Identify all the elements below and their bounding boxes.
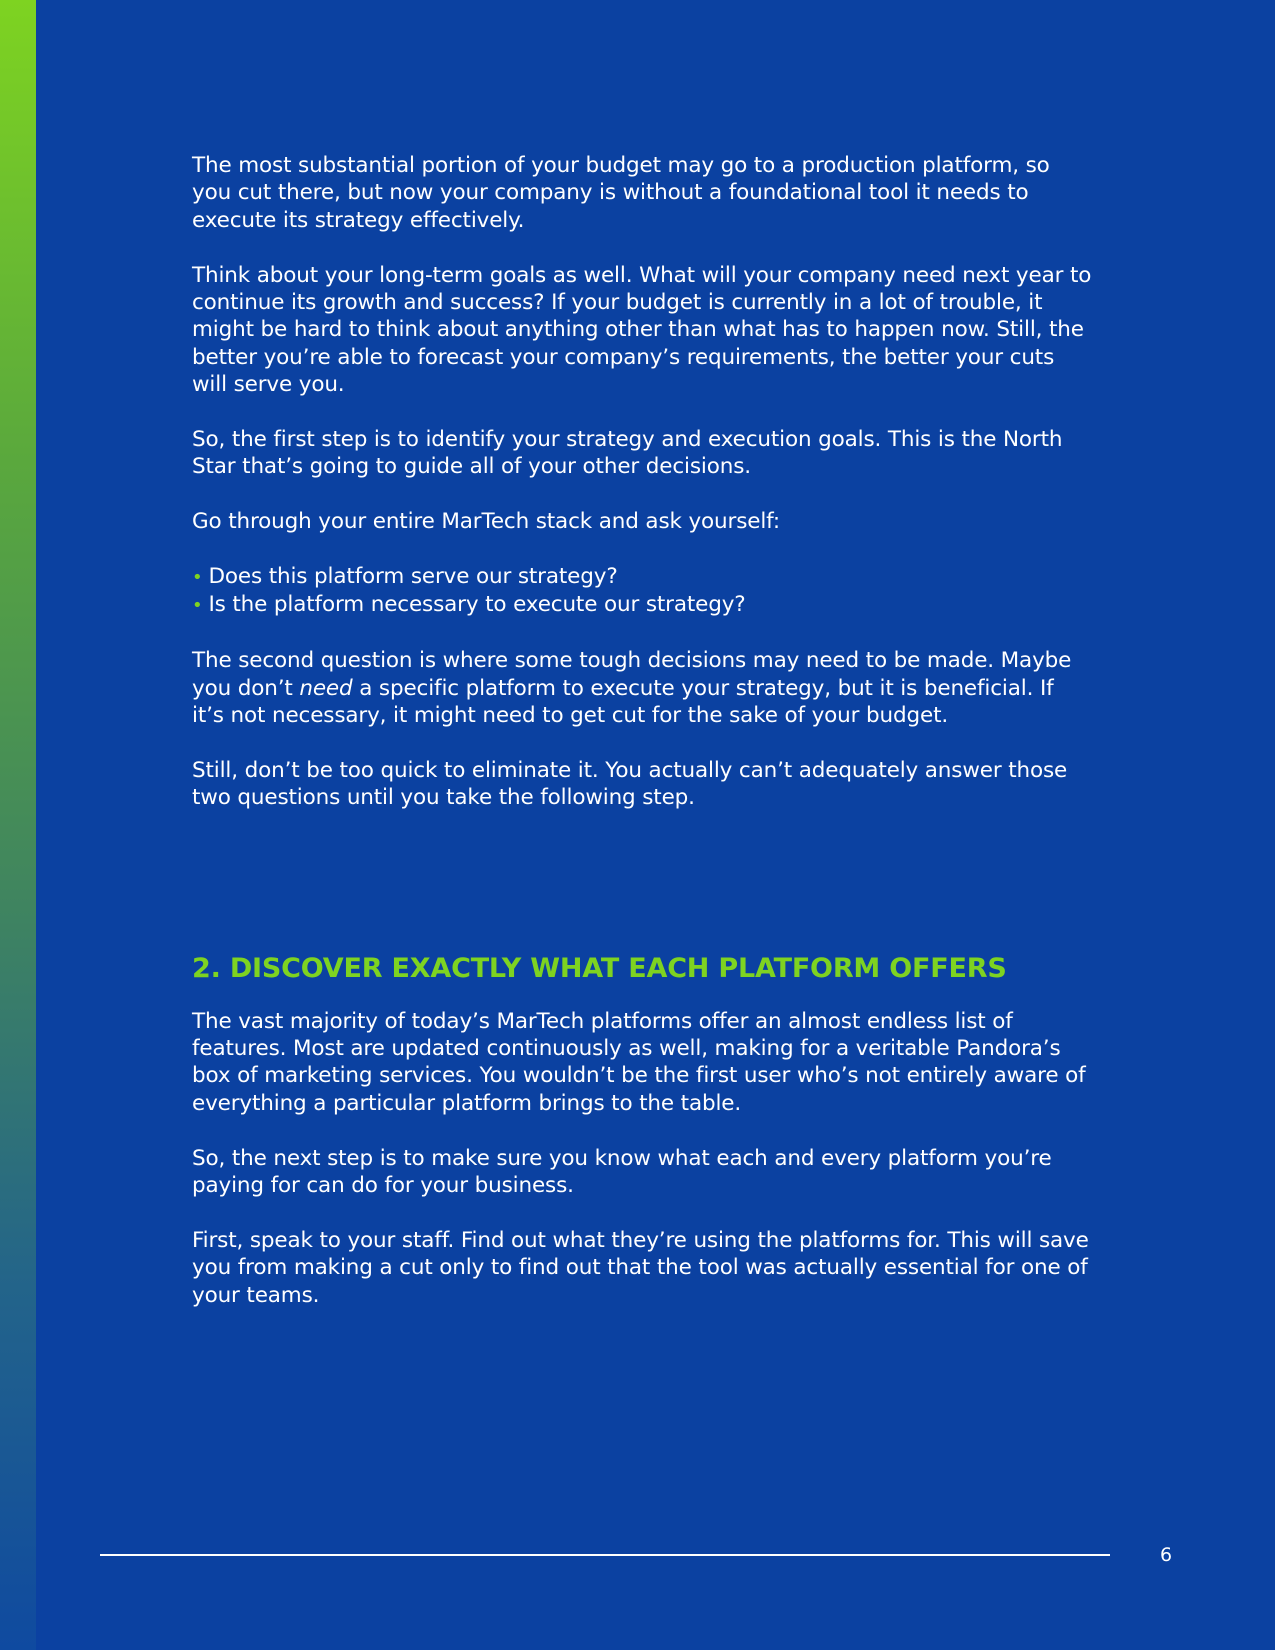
bullet-dot-icon: •	[192, 595, 203, 617]
paragraph-long-term-goals: Think about your long-term goals as well. What will your company need next year to continue its growth and success? If your budget is currently in a lot of trouble, it might be hard to think about anything other than what has to happen now. Still, the better you’re able to forecast your company’s requirements, the better your cuts will serve you.	[192, 262, 1092, 398]
footer-divider	[100, 1554, 1110, 1556]
paragraph-speak-to-staff: First, speak to your staff. Find out what they’re using the platforms for. This will save you from making a cut only to find out that the tool was actually essential for one of your teams.	[192, 1227, 1089, 1308]
paragraph-martech-features: The vast majority of today’s MarTech platforms offer an almost endless list of features. Most are updated continuously as well, making for a veritable Pandora’s box of marketing services. You wouldn’t be the first user who’s not entirely aware of everything a particular platform brings to the table.	[192, 1008, 1086, 1116]
page-number: 6	[1160, 1544, 1173, 1566]
list-item-text: Does this platform serve our strategy?	[208, 564, 618, 590]
accent-gradient-strip	[0, 0, 36, 1650]
paragraph-second-question	[192, 647, 1092, 729]
list-item	[192, 563, 1092, 591]
question-list	[192, 563, 1092, 620]
page-content	[192, 152, 1092, 1309]
paragraph-go-through-stack: Go through your entire MarTech stack and ask yourself:	[192, 509, 780, 535]
paragraph-production-platform: The most substantial portion of your budget may go to a production platform, so you cut there, but now your company is without a foundational tool it needs to execute its strategy effectively.	[192, 153, 1050, 233]
emphasis-need: need	[299, 675, 353, 701]
list-item-text: Is the platform necessary to execute our strategy?	[208, 592, 746, 618]
paragraph-still: Still, don’t be too quick to eliminate it. You actually can’t adequately answer those two questions until you take the following step.	[192, 757, 1068, 811]
paragraph-next-step: So, the next step is to make sure you know what each and every platform you’re paying for can do for your business.	[192, 1145, 1052, 1199]
paragraph-text: The second question is where some tough decisions may need to be made. Maybe you don’t	[192, 648, 1072, 701]
list-item	[192, 591, 1092, 619]
paragraph-text: a specific platform to execute your strategy, but it is beneficial. If it’s not necessary, it might need to get cut for the sake of your budget.	[192, 675, 1054, 729]
paragraph-first-step: So, the first step is to identify your strategy and execution goals. This is the North Star that’s going to guide all of your other decisions.	[192, 427, 1063, 480]
bullet-dot-icon: •	[192, 567, 203, 589]
section-heading: 2. DISCOVER EXACTLY WHAT EACH PLATFORM OFFERS	[192, 952, 1007, 984]
